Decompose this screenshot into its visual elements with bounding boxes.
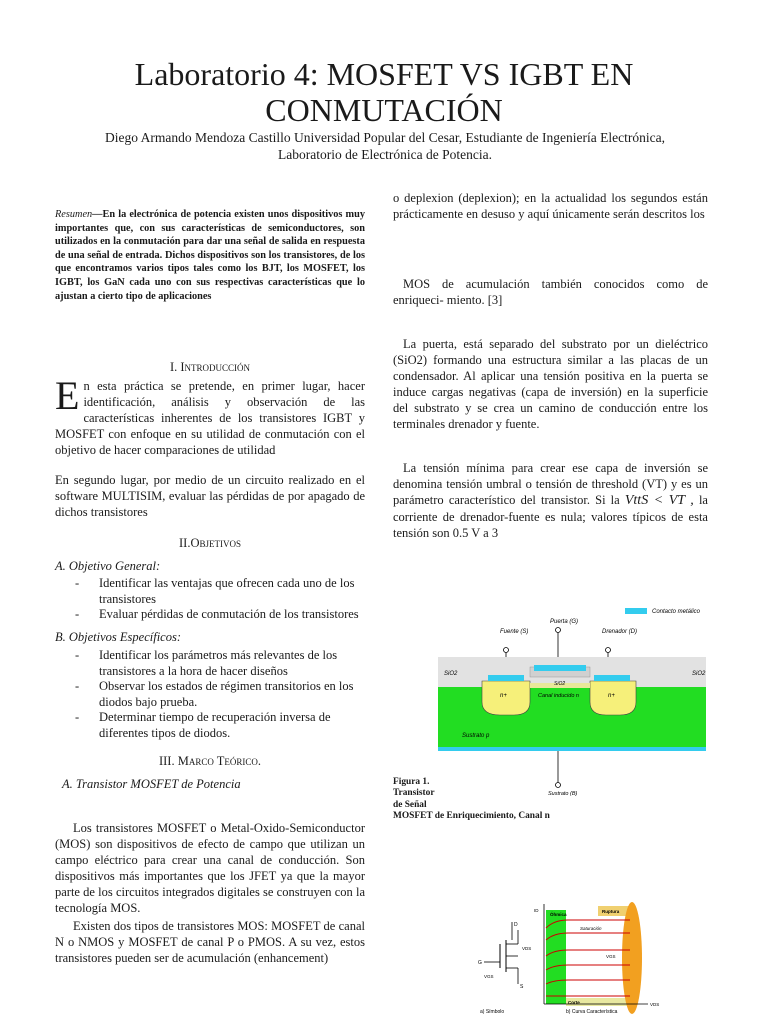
subsection-mosfet-potencia: A. Transistor MOSFET de Potencia	[62, 777, 241, 791]
symbol-vds-label: VDS	[522, 946, 532, 951]
marco-paragraph-2: Existen dos tipos de transistores MOS: MOSFET de canal N o NMOS y MOSFET de canal P o PMOS. A su vez, estos transistores pueden ser de acumulación (enhancement)	[55, 919, 365, 965]
right-paragraph-4	[393, 460, 708, 541]
symbol-vgs-label: VGS	[484, 974, 494, 979]
section-heading-introduccion: I. Introducción	[169, 360, 251, 374]
right-paragraph-2: MOS de acumulación también conocidos como de enriqueci- miento. [3]	[393, 277, 708, 307]
n-plus-right-label: n+	[608, 693, 615, 699]
symbol-g-label: G	[478, 960, 482, 966]
saturacion-label: Saturación	[580, 926, 602, 931]
symbol-s-label: S	[520, 984, 524, 990]
fuente-label: Fuente (S)	[500, 629, 529, 635]
drenador-label: Drenador (D)	[602, 629, 638, 635]
caption-line: de Señal	[393, 799, 427, 810]
symbol-d-label: D	[514, 922, 518, 928]
list-item: - Identificar las ventajas que ofrecen cada uno de los transistores	[55, 576, 365, 607]
sustrato-b-label: Sustrato (B)	[548, 791, 578, 797]
curva-caption: b) Curva Característica	[566, 1009, 618, 1015]
p4-text-b: la corriente de drenador-fuente es nula; valores típicos de esta tensión son 0.5 V a 3	[393, 493, 708, 540]
n-plus-left-label: n+	[500, 693, 507, 699]
list-item: - Determinar tiempo de recuperación inversa de diferentes tipos de diodos.	[55, 710, 365, 741]
right-paragraph-3: La puerta, está separado del substrato por un dieléctrico (SiO2) formando una estructura similar a las placas de un condensador. Al aplicar una tensión positiva en la puerta se induce cargas negativas (capa de inversión) en la superficie del substrato y se crea un camino de conducción entre los terminales drenador y fuente.	[393, 337, 708, 431]
abstract	[55, 208, 365, 303]
objetivo-general-label: A. Objetivo General:	[55, 559, 161, 573]
metal-contact-legend-icon	[625, 608, 647, 614]
right-paragraph-1: o deplexion (deplexion); en la actualidad los segundos están prácticamente en desuso y aquí únicamente serán descritos los	[393, 191, 708, 221]
curve-vds-axis-label: VDS	[650, 1002, 660, 1007]
objetivos-especificos-label: B. Objetivos Específicos:	[55, 630, 182, 644]
objetivo-general-list	[55, 576, 365, 623]
objetivos-especificos-list	[55, 648, 365, 741]
authors-affiliation: Diego Armando Mendoza Castillo Universidad Popular del Cesar, Estudiante de Ingeniería Electrónica, Laboratorio de Electrónica de Potencia.	[105, 130, 665, 162]
caption-line: MOSFET de Enriquecimiento, Canal n	[393, 811, 550, 822]
characteristic-curve	[534, 902, 659, 1014]
threshold-inequality: VttS < VT ,	[624, 493, 694, 508]
sustrato-p-label: Sustrato p	[462, 733, 490, 739]
list-item: - Observar los estados de régimen transitorios en los diodos bajo prueba.	[55, 679, 365, 710]
intro-paragraph-1	[55, 373, 365, 458]
figure-1-caption	[393, 777, 653, 823]
corte-label: Corte	[568, 1000, 580, 1005]
mosfet-symbol	[478, 922, 531, 990]
bottom-contact	[438, 747, 706, 751]
caption-line: Transistor	[393, 788, 435, 799]
section-heading-marco-teorico: III. Marco Teórico.	[158, 754, 262, 768]
ruptura-label: Ruptura	[602, 909, 620, 914]
contacto-label: Contacto metálico	[652, 609, 701, 615]
sio2-mid-label: SiO2	[554, 681, 566, 687]
mosfet-symbol-curve-figure	[470, 900, 720, 1024]
caption-line: Figura 1.	[393, 777, 430, 787]
sio2-left-label: SiO2	[444, 671, 458, 677]
curve-id-label: ID	[534, 908, 539, 913]
section-heading-objetivos: II.Objetivos	[179, 536, 241, 550]
marco-paragraph-1: Los transistores MOSFET o Metal-Oxido-Semiconductor (MOS) son dispositivos de efecto de campo que utilizan un campo eléctrico para crear una canal de conducción. Son dispositivos más importantes que los JFET ya que la mayor parte de los circuitos integrados digitales se construyen con la tecnología MOS.	[55, 821, 365, 915]
list-item: - Identificar los parámetros más relevantes de los transistores a la hora de hacer diseños	[55, 648, 365, 679]
curve-vgs-label: VGS	[606, 954, 616, 959]
abstract-label: Resumen	[55, 209, 93, 220]
intro-paragraph-2: En segundo lugar, por medio de un circuito realizado en el software MULTISIM, evaluar las pérdidas de por apagado de dichos transistores	[55, 473, 365, 519]
mosfet-structure-figure	[430, 605, 720, 800]
list-item: - Evaluar pérdidas de conmutación de los transistores	[55, 607, 365, 623]
sio2-right-label: SiO2	[692, 671, 706, 677]
simbolo-caption: a) Símbolo	[480, 1009, 505, 1015]
paper-title: Laboratorio 4: MOSFET VS IGBT EN CONMUTACIÓN	[134, 56, 634, 128]
intro-p1-text: n esta práctica se pretende, en primer lugar, hacer identificación, análisis y observación de las características inherentes de los transistores IGBT y MOSFET con enfoque en su utilidad de conmutación con el objetivo de hacer comparaciones de utilidad	[55, 379, 365, 457]
canal-label: Canal inducido n	[538, 693, 579, 699]
dropcap: E	[55, 373, 80, 418]
abstract-text: —En la electrónica de potencia existen unos dispositivos muy importantes que, con sus características de semiconductores, son utilizados en la conmutación para dar una señal de salida en respuesta de una señal de entrada. Dichos dispositivos son los transistores, de los que encontramos varios tipos tales como los BJT, los MOSFET, los IGBT, los GaN cada uno con sus respectivas características que lo ajustan a cierto tipo de aplicaciones	[55, 209, 365, 302]
puerta-label: Puerta (G)	[550, 619, 579, 625]
ohmica-label: Óhmica	[550, 912, 567, 917]
p4-text-a: La tensión mínima para crear ese capa de inversión se denomina tensión umbral o tensión de threshold (VT) y es un parámetro característico del transistor. Si la	[393, 461, 708, 507]
